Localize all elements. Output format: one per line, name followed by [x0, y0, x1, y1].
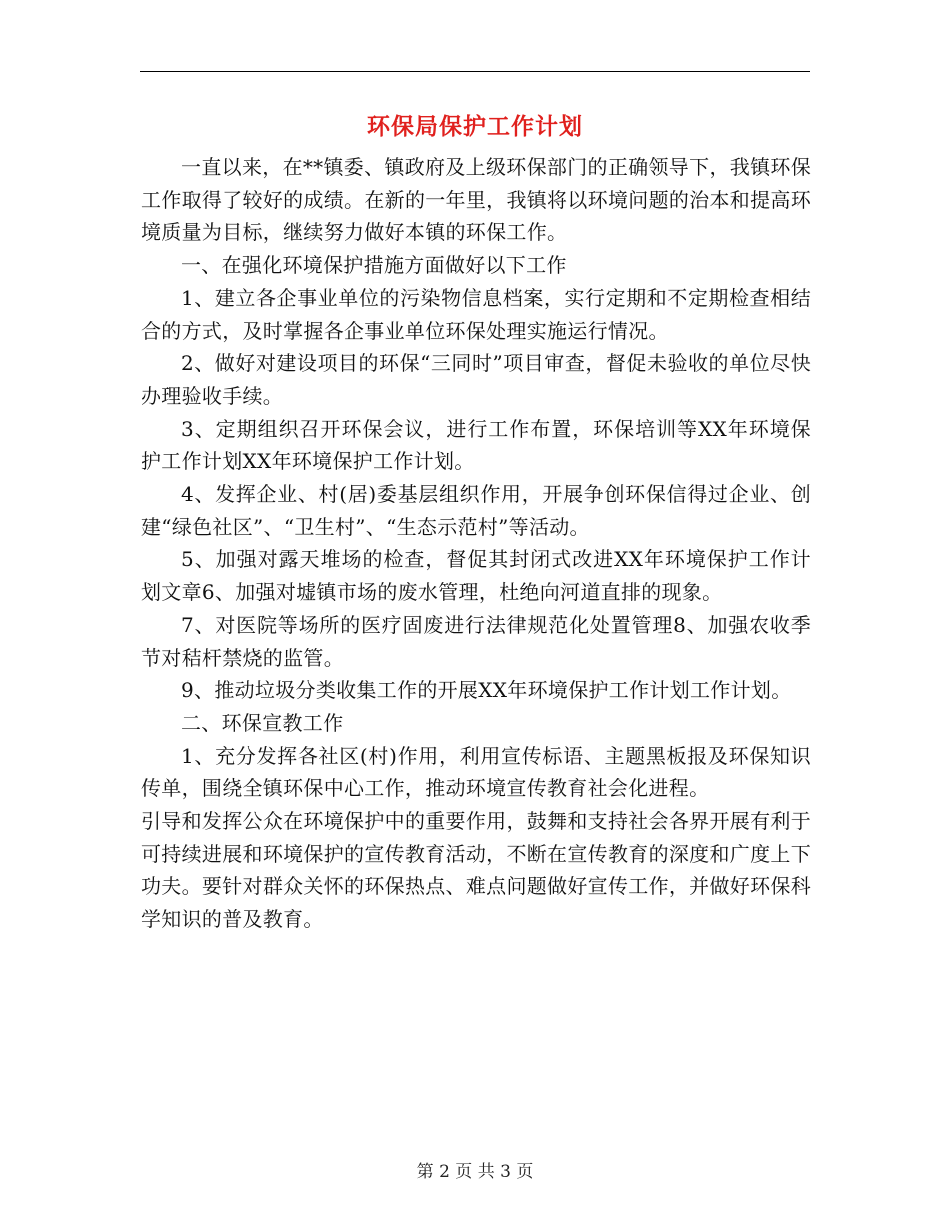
paragraph-publicity-2: 引导和发挥公众在环境保护中的重要作用，鼓舞和支持社会各界开展有利于可持续进展和环境保护的宣传教育活动，不断在宣传教育的深度和广度上下功夫。要针对群众关怀的环保热点、难点问题做好宣传工作，并做好环保科学知识的普及教育。 [141, 809, 811, 932]
paragraph-item-7-8: 7、对医院等场所的医疗固废进行法律规范化处置管理8、加强农收季节对秸杆禁烧的监管。 [141, 612, 811, 670]
paragraph-item-9: 9、推动垃圾分类收集工作的开展XX年环境保护工作计划工作计划。 [181, 678, 792, 703]
paragraph-item-5-6: 5、加强对露天堆场的检查，督促其封闭式改进XX年环境保护工作计划文章6、加强对墟镇市场的废水管理，杜绝向河道直排的现象。 [141, 547, 811, 605]
paragraph-publicity-1: 1、充分发挥各社区(村)作用，利用宣传标语、主题黑板报及环保知识传单，围绕全镇环保中心工作，推动环境宣传教育社会化进程。 [141, 743, 811, 801]
section-heading-2: 二、环保宣教工作 [181, 710, 344, 735]
page-number: 第 2 页 共 3 页 [416, 1162, 534, 1182]
paragraph-item-3: 3、定期组织召开环保会议，进行工作布置，环保培训等XX年环境保护工作计划XX年环境保护工作计划。 [141, 416, 811, 474]
paragraph-item-4: 4、发挥企业、村(居)委基层组织作用，开展争创环保信得过企业、创建“绿色社区”、“卫生村”、“生态示范村”等活动。 [141, 482, 811, 539]
section-heading-1: 一、在强化环境保护措施方面做好以下工作 [181, 253, 567, 278]
paragraph-item-1: 1、建立各企事业单位的污染物信息档案，实行定期和不定期检查相结合的方式，及时掌握各企事业单位环保处理实施运行情况。 [141, 285, 811, 343]
paragraph-item-2: 2、做好对建设项目的环保“三同时”项目审查，督促未验收的单位尽快办理验收手续。 [141, 351, 811, 408]
paragraph-intro: 一直以来，在**镇委、镇政府及上级环保部门的正确领导下，我镇环保工作取得了较好的成绩。在新的一年里，我镇将以环境问题的治本和提高环境质量为目标，继续努力做好本镇的环保工作。 [141, 155, 811, 245]
document-title: 环保局保护工作计划 [367, 113, 583, 140]
header-rule [140, 71, 810, 72]
document-body [141, 151, 811, 936]
